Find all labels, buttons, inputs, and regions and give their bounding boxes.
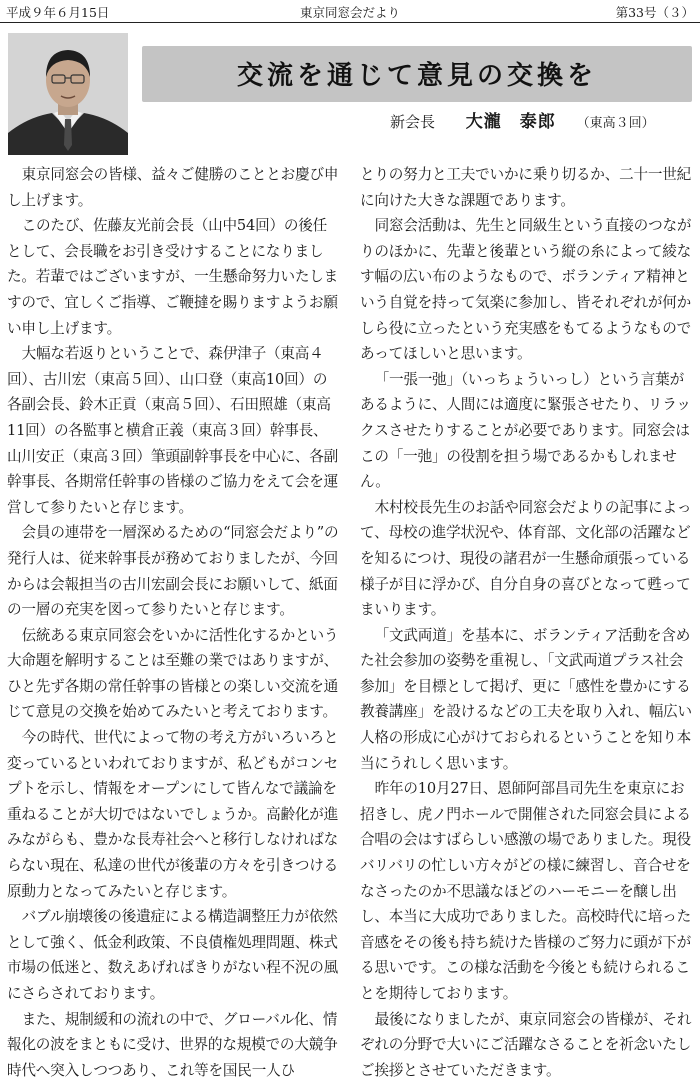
author-name: 大瀧 泰郎 xyxy=(465,112,556,132)
issue-date: 平成９年６月15日 xyxy=(6,5,110,20)
paragraph: 同窓会活動は、先生と同級生という直接のつながりのほかに、先輩と後輩という縦の糸によって綾なす幅の広い布のようなもので、ボランティア精神という自覚を持って気楽に参加し、皆それぞれが何かしら役に立ったという充実感をもてるようなものであってほしいと思います。 xyxy=(360,217,692,363)
author-byline xyxy=(390,112,655,134)
header-divider xyxy=(0,22,700,23)
paragraph: また、規制緩和の流れの中で、グローバル化、情報化の波をまともに受け、世界的な規模での大競争時代へ突入しつつあり、これ等を国民一人ひ xyxy=(7,1010,338,1079)
publication-name: 東京同窓会だより xyxy=(299,5,400,20)
paragraph: 伝統ある東京同窓会をいかに活性化するかという大命題を解明することは至難の業ではありますが、ひと先ず各期の常任幹事の皆様との楽しい交流を通じて意見の交換を始めてみたいと考えております。 xyxy=(7,626,339,721)
paragraph: バブル崩壊後の後遺症による構造調整圧力が依然として強く、低金利政策、不良債権処理問題、株式市場の低迷と、数えあげればきりがない程不況の風にさらされております。 xyxy=(7,908,339,1002)
paragraph: このたび、佐藤友光前会長（山中54回）の後任として、会長職をお引き受けすることになりました。若輩ではございますが、一生懸命努力いたしますので、宜しくご指導、ご鞭撻を賜りますようお願い申し上げます。 xyxy=(7,217,339,337)
author-role: 新会長 xyxy=(390,113,436,131)
paragraph: 東京同窓会の皆様、益々ご健勝のこととお慶び申し上げます。 xyxy=(7,166,339,209)
issue-page-number: 第33号（３） xyxy=(615,5,694,20)
article-title-banner xyxy=(142,46,692,102)
paragraph: 大幅な若返りということで、森伊津子（東高４回）、古川宏（東高５回）、山口登（東高10回）の各副会長、鈴木正貢（東高５回）、石田照雄（東高11回）の各監事と横倉正義（東高３回）幹事長、山川安正（東高３回）筆頭副幹事長を中心に、各副幹事長、各期常任幹事の皆様のご協力をえて会を運営して参りたいと存じます。 xyxy=(7,345,339,516)
article-title: 交流を通じて意見の交換を xyxy=(236,61,597,91)
author-portrait xyxy=(8,33,128,155)
paragraph: 今の時代、世代によって物の考え方がいろいろと変っているといわれておりますが、私どもがコンセプトを示し、情報をオープンにして皆んなで議論を重ねることが大切ではないでしょうか。高齢化が進みながらも、豊かな長寿社会へと移行しなければならない現在、私達の世代が後輩の方々を引きつける原動力となってみたいと存じます。 xyxy=(7,729,339,900)
article-column-left xyxy=(7,162,340,1083)
paragraph: 会員の連帯を一層深めるための“同窓会だより”の発行人は、従来幹事長が務めておりましたが、今回からは会報担当の古川宏副会長にお願いして、紙面の一層の充実を図って参りたいと存じます。 xyxy=(7,524,339,619)
article-column-right xyxy=(360,162,693,1083)
paragraph-continuation: とりの努力と工夫でいかに乗り切るか、二十一世紀に向けた大きな課題であります。 xyxy=(360,166,692,209)
author-class: （東高３回） xyxy=(576,116,655,131)
paragraph: 最後になりましたが、東京同窓会の皆様が、それぞれの分野で大いにご活躍なさることを祈念いたしご挨拶とさせていただきます。 xyxy=(360,1010,692,1079)
paragraph: 「一張一弛」（いっちょういっし）という言葉があるように、人間には適度に緊張させたり、リラックスさせたりすることが必要であります。同窓会はこの「一弛」の役割を担う場であるかもしれません。 xyxy=(360,370,691,491)
paragraph: 昨年の10月27日、恩師阿部昌司先生を東京にお招きし、虎ノ門ホールで開催された同窓会員による合唱の会はすばらしい感激の場でありました。現役バリバリの忙しい方々がどの様に練習し、音合せをなさったのか不思議なほどのハーモニーを醸し出し、本当に大成功でありました。高校時代に培った音感をその後も持ち続けた皆様のご努力に頭が下がる思いです。この様な活動を今後とも続けられることを期待しております。 xyxy=(360,780,692,1002)
paragraph: 「文武両道」を基本に、ボランティア活動を含めた社会参加の姿勢を重視し、「文武両道プラス社会参加」を目標として掲げ、更に「感性を豊かにする教養講座」を設けるなどの工夫を取り入れ、幅広い人格の形成に心がけておられるということを知り本当にうれしく思います。 xyxy=(360,626,692,772)
paragraph: 木村校長先生のお話や同窓会だよりの記事によって、母校の進学状況や、体育部、文化部の活躍などを知るにつけ、現役の諸君が一生懸命頑張っている様子が目に浮かび、自分自身の喜びとなって甦ってまいります。 xyxy=(360,498,692,619)
